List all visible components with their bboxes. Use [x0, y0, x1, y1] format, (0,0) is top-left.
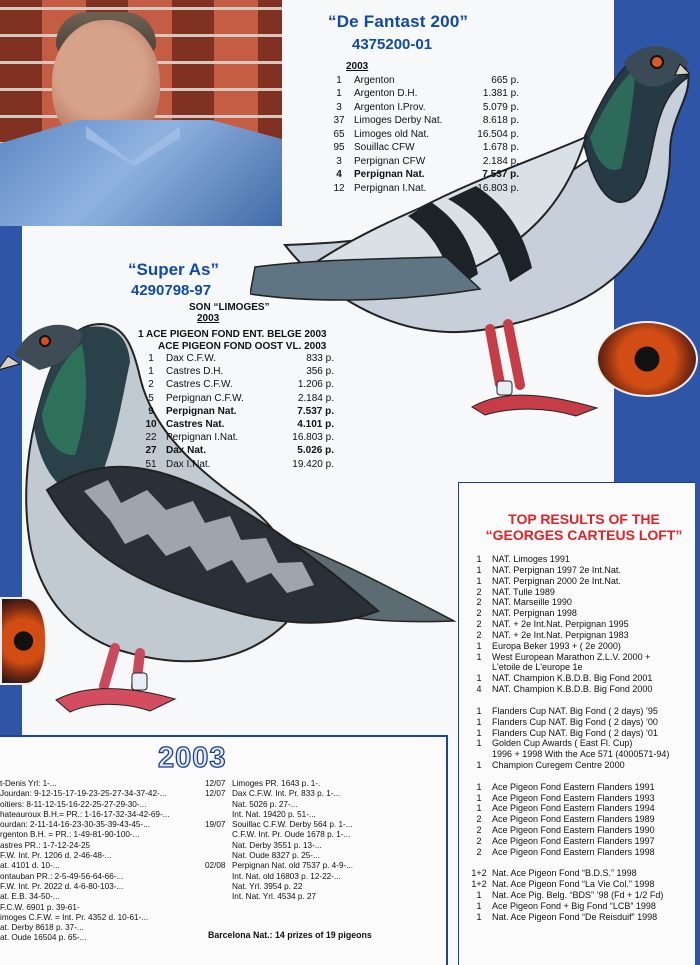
top-result-spacer	[466, 858, 690, 869]
ace-honour-1: 1 ACE PIGEON FOND ENT. BELGE 2003	[138, 329, 327, 340]
top-result-rank: 1	[476, 792, 482, 803]
result-points: 8.618 p.	[482, 115, 519, 126]
top-result-text: NAT. Limoges 1991	[492, 554, 570, 564]
pigeon-one-leg-1	[490, 324, 520, 385]
top-result-item	[466, 912, 690, 923]
season-note-line: at. Oude 16504 p. 65-...	[0, 933, 87, 943]
result-race: Castres Nat.	[166, 419, 225, 431]
result-race: Perpignan Nat.	[354, 169, 425, 180]
result-points: 16.504 p.	[477, 128, 519, 140]
result-race: Dax I.Nat.	[166, 458, 211, 470]
top-result-rank: 1	[476, 911, 482, 922]
calendar-row	[205, 892, 353, 902]
result-race: Perpignan I.Nat.	[166, 432, 239, 444]
top-result-rank: 1+2	[471, 868, 487, 879]
calendar-text: Nat. Yrl. 3954 p. 22	[232, 881, 303, 891]
result-rank: 27	[145, 445, 157, 457]
result-rank: 10	[145, 419, 157, 431]
top-result-rank: 1	[476, 738, 482, 749]
top-result-item	[466, 652, 690, 674]
result-row	[136, 405, 334, 418]
top-result-rank: 1	[476, 575, 482, 586]
top-result-item	[466, 706, 690, 717]
season-year-title: 2003	[158, 742, 227, 774]
result-row	[324, 168, 519, 182]
top-result-rank: 2	[476, 586, 482, 597]
result-race: Argenton I.Prov.	[354, 101, 426, 113]
top-result-text: NAT. Perpignan 2000 2e Int.Nat.	[492, 575, 621, 586]
calendar-row	[205, 830, 353, 840]
top-result-rank: 2	[476, 629, 482, 640]
top-result-item	[466, 814, 690, 825]
season-note-line: at. Derby 8618 p. 37-...	[0, 923, 84, 933]
son-of-label: SON “LIMOGES”	[189, 302, 270, 313]
top-results-box	[458, 482, 695, 965]
result-row	[324, 74, 519, 88]
result-rank: 3	[336, 101, 342, 113]
result-row	[136, 365, 334, 378]
result-row	[136, 352, 334, 365]
season-note-line: at. E.B. 34-50-...	[0, 892, 60, 902]
result-row	[324, 141, 519, 155]
result-points: 16.803 p.	[292, 432, 334, 444]
top-result-text: Ace Pigeon Fond + Big Fond “LCB” 1998	[492, 901, 656, 911]
result-race: Castres D.H.	[166, 366, 224, 378]
calendar-row	[205, 872, 353, 882]
top-results-list	[466, 554, 690, 923]
top-result-text: NAT. + 2e Int.Nat. Perpignan 1983	[492, 629, 629, 640]
top-result-rank: 1	[476, 760, 482, 771]
result-rank: 12	[333, 182, 345, 194]
top-result-text: NAT. Perpignan 1998	[492, 608, 577, 619]
season-note-line: astres PR.: 1-7-12-24-25	[0, 840, 91, 850]
calendar-row	[205, 800, 353, 810]
season-note-line: F.C.W. 6901 p. 39-61-	[0, 902, 80, 912]
top-result-rank: 1	[476, 781, 482, 792]
top-result-rank: 1	[476, 564, 482, 575]
calendar-row	[205, 789, 353, 799]
result-row	[136, 458, 334, 471]
top-result-text: Ace Pigeon Fond Eastern Flanders 1991	[492, 781, 655, 792]
pigeon-one-eye	[651, 56, 663, 68]
top-result-rank: 2	[476, 835, 482, 846]
calendar-row	[205, 841, 353, 851]
calendar-row	[205, 810, 353, 820]
pigeon-two-results	[136, 352, 334, 471]
calendar-row	[205, 882, 353, 892]
top-result-rank: 1	[476, 727, 482, 738]
result-points: 2.184 p.	[297, 392, 334, 404]
calendar-text: Nat. 5026 p. 27-...	[232, 799, 298, 809]
result-rank: 1	[336, 88, 342, 99]
result-race: Souillac CFW	[354, 142, 415, 153]
top-result-item	[466, 890, 690, 901]
top-result-rank: 1	[476, 803, 482, 814]
pigeon-one-foot	[472, 395, 597, 416]
season-note-line: hateauroux B.H.= PR.: 1-16-17-32-34-42-69-...	[0, 809, 170, 819]
top-result-text: Nat. Ace Pigeon Fond “De Reisduif” 1998	[492, 911, 658, 922]
result-rank: 65	[333, 128, 345, 140]
calendar-text: Dax C.F.W. Int. Pr. 833 p. 1-...	[232, 789, 341, 799]
season-note-line: ontauban PR.: 2-5-49-56-64-66-...	[0, 871, 124, 881]
season-left-results	[0, 779, 205, 944]
pigeon-two-year: 2003	[197, 313, 220, 324]
top-result-text: NAT. Perpignan 1997 2e Int.Nat.	[492, 564, 621, 575]
top-result-rank: 1	[476, 901, 482, 911]
pigeon-one-year: 2003	[346, 61, 369, 72]
top-result-rank: 1	[476, 651, 482, 662]
calendar-text: Nat. Oude 8327 p. 25-...	[232, 851, 320, 861]
season-note-line: at. 4101 d. 10-...	[0, 861, 60, 871]
top-result-rank: 2	[476, 619, 482, 630]
top-result-item	[466, 684, 690, 695]
blue-shirt	[0, 120, 282, 226]
result-race: Limoges old Nat.	[354, 128, 430, 140]
calendar-text: Souillac C.F.W. Derby 564 p. 1-...	[232, 820, 353, 830]
result-rank: 95	[333, 142, 345, 153]
calendar-date: 02/08	[205, 861, 226, 871]
result-row	[324, 114, 519, 128]
top-result-text: Flanders Cup NAT. Big Fond ( 2 days) ’95	[492, 705, 658, 716]
result-points: 2.184 p.	[482, 155, 519, 167]
top-result-rank: 1	[476, 554, 482, 564]
top-result-text: Nat. Ace Pigeon Fond “La Vie Col.” 1998	[492, 879, 655, 890]
calendar-row	[205, 820, 353, 830]
season-note-line: F.W. Int. Pr. 1206 d. 2-46-48-...	[0, 851, 112, 861]
top-result-item	[466, 641, 690, 652]
top-result-item	[466, 619, 690, 630]
top-result-text: NAT. Tulle 1989	[492, 586, 555, 597]
result-race: Dax C.F.W.	[166, 353, 217, 364]
pigeon-two-beak	[0, 356, 20, 370]
result-points: 5.079 p.	[482, 101, 519, 113]
result-race: Perpignan C.F.W.	[166, 392, 244, 404]
top-result-item	[466, 597, 690, 608]
pigeon-one-ring	[497, 381, 512, 395]
top-result-item	[466, 825, 690, 836]
calendar-date: 12/07	[205, 789, 226, 799]
top-result-rank: 1	[476, 716, 482, 727]
calendar-date: 19/07	[205, 820, 226, 830]
top-result-text: Ace Pigeon Fond Eastern Flanders 1989	[492, 814, 655, 825]
eye-closeup-right	[596, 321, 698, 397]
result-row	[324, 128, 519, 142]
top-result-item	[466, 760, 690, 771]
result-rank: 9	[148, 405, 154, 417]
top-result-item	[466, 803, 690, 814]
top-result-rank: 2	[476, 825, 482, 836]
top-result-rank: 1	[476, 640, 482, 651]
season-note-line: imoges C.F.W. = Int. Pr. 4352 d. 10-61-...	[0, 912, 149, 922]
barcelona-summary: Barcelona Nat.: 14 prizes of 19 pigeons	[208, 930, 372, 940]
top-result-item	[466, 793, 690, 804]
top-result-spacer	[466, 771, 690, 782]
ace-honour-2: ACE PIGEON FOND OOST VL. 2003	[158, 341, 327, 352]
pigeon-two-honours	[138, 329, 327, 353]
top-result-rank: 2	[476, 608, 482, 619]
pigeon-one-ring-number: 4375200-01	[352, 36, 433, 53]
result-points: 19.420 p.	[292, 458, 334, 470]
result-race: Perpignan CFW	[354, 155, 426, 167]
top-result-text: Ace Pigeon Fond Eastern Flanders 1994	[492, 803, 655, 814]
calendar-text: Limoges PR. 1643 p. 1-.	[232, 779, 321, 788]
result-race: Argenton D.H.	[354, 88, 418, 99]
top-result-text: Champion Curegem Centre 2000	[492, 760, 625, 771]
top-result-rank: 2	[476, 597, 482, 608]
season-calendar-results	[205, 779, 353, 903]
top-result-rank: 1	[476, 673, 482, 684]
top-result-text: Ace Pigeon Fond Eastern Flanders 1990	[492, 825, 655, 836]
top-result-text: NAT. + 2e Int.Nat. Perpignan 1995	[492, 619, 629, 630]
result-points: 1.381 p.	[482, 88, 519, 99]
top-result-text: NAT. Marseille 1990	[492, 597, 572, 608]
calendar-row	[205, 851, 353, 861]
season-note-line: Jourdan: 9-12-15-17-19-23-25-27-34-37-42-...	[0, 789, 167, 799]
top-result-item	[466, 868, 690, 879]
top-result-text: Nat. Ace Pig. Belg. “BDS” ’98 (Fd + 1/2 Fd)	[492, 890, 664, 901]
top-result-item	[466, 901, 690, 912]
top-result-rank: 1	[476, 705, 482, 716]
result-rank: 37	[333, 115, 345, 126]
top-result-item	[466, 608, 690, 619]
calendar-text: Perpignan Nat. old 7537 p. 4-9-...	[232, 861, 354, 871]
top-result-rank: 1	[476, 890, 482, 901]
top-result-text: NAT. Champion K.B.D.B. Big Fond 2000	[492, 684, 653, 695]
result-row	[136, 392, 334, 405]
pigeon-one-tail	[250, 257, 480, 300]
result-points: 7.537 p.	[297, 405, 334, 417]
result-race: Castres C.F.W.	[166, 379, 233, 391]
top-result-item	[466, 565, 690, 576]
top-result-text: Ace Pigeon Fond Eastern Flanders 1993	[492, 792, 655, 803]
calendar-date: 12/07	[205, 779, 226, 788]
top-result-text: Flanders Cup NAT. Big Fond ( 2 days) ’01	[492, 727, 658, 738]
season-note-line: oitiers: 8-11-12-15-16-22-25-27-29-30-...	[0, 799, 147, 809]
top-result-rank: 2	[476, 846, 482, 857]
result-row	[136, 431, 334, 444]
top-result-item	[466, 847, 690, 858]
result-points: 356 p.	[306, 366, 334, 378]
result-row	[324, 155, 519, 169]
pigeon-two-eye	[40, 336, 50, 346]
result-rank: 1	[336, 74, 342, 86]
top-result-item	[466, 879, 690, 890]
result-points: 5.026 p.	[297, 445, 334, 457]
result-row	[324, 87, 519, 101]
result-rank: 22	[145, 432, 157, 444]
result-row	[136, 418, 334, 431]
pigeon-one-results	[324, 60, 519, 195]
result-rank: 4	[336, 169, 342, 180]
top-result-item	[466, 587, 690, 598]
result-points: 833 p.	[306, 353, 334, 364]
result-race: Perpignan Nat.	[166, 405, 237, 417]
result-race: Limoges Derby Nat.	[354, 115, 443, 126]
top-result-item	[466, 782, 690, 793]
top-result-rank: 2	[476, 814, 482, 825]
top-result-text: NAT. Champion K.B.D.B. Big Fond 2001	[492, 673, 653, 684]
result-row	[324, 101, 519, 115]
result-points: 1.206 p.	[297, 379, 334, 391]
result-row	[324, 182, 519, 196]
result-rank: 5	[148, 392, 154, 404]
season-note-line: t-Denis Yrl: 1-...	[0, 779, 57, 788]
top-result-item	[466, 554, 690, 565]
pigeon-two-foot	[56, 689, 175, 712]
top-result-text: Europa Beker 1993 + ( 2e 2000)	[492, 640, 621, 651]
season-note-line: rgenton B.H. = PR.: 1-49-81-90-100-...	[0, 830, 140, 840]
season-note-line: ourdan: 2-11-14-16-23-30-35-39-43-45-...	[0, 820, 151, 830]
top-result-item	[466, 673, 690, 684]
top-result-item	[466, 576, 690, 587]
top-result-item	[466, 728, 690, 739]
pigeon-one-name: “De Fantast 200”	[328, 12, 469, 31]
top-result-rank: 1+2	[471, 879, 487, 890]
owner-photo	[0, 0, 282, 226]
calendar-text: Int. Nat. 19420 p. 51-...	[232, 809, 316, 819]
result-points: 665 p.	[491, 74, 519, 86]
top-result-text: Golden Cup Awards ( East Fl. Cup) 1996 + 1998 With the Ace 571 (4000571-94)	[492, 738, 670, 760]
result-race: Argenton	[354, 74, 395, 86]
calendar-row	[205, 861, 353, 871]
pigeon-two-parentage	[189, 302, 270, 324]
top-result-item	[466, 738, 690, 760]
eye-closeup-left	[0, 597, 47, 685]
pigeon-two-name: “Super As”	[128, 260, 220, 279]
result-rank: 2	[148, 379, 154, 391]
top-result-text: Ace Pigeon Fond Eastern Flanders 1997	[492, 835, 655, 846]
result-row	[136, 378, 334, 391]
top-result-text: Flanders Cup NAT. Big Fond ( 2 days) ’00	[492, 716, 658, 727]
result-points: 1.678 p.	[482, 142, 519, 153]
result-rank: 1	[148, 366, 154, 378]
top-result-item	[466, 717, 690, 728]
result-race: Perpignan I.Nat.	[354, 182, 427, 194]
top-result-item	[466, 836, 690, 847]
result-row	[136, 444, 334, 457]
result-rank: 51	[145, 458, 157, 470]
top-result-rank: 4	[476, 684, 482, 695]
top-result-text: Ace Pigeon Fond Eastern Flanders 1998	[492, 846, 655, 857]
calendar-text: C.F.W. Int. Pr. Oude 1678 p. 1-...	[232, 830, 351, 840]
top-results-title: TOP RESULTS OF THE “GEORGES CARTEUS LOFT”	[485, 511, 683, 543]
result-rank: 1	[148, 353, 154, 364]
season-note-line: F.W. Int. Pr. 2022 d. 4-6-80-103-...	[0, 881, 124, 891]
calendar-row	[205, 779, 353, 789]
pigeon-two-ring-number: 4290798-97	[131, 282, 212, 299]
result-points: 16.803 p.	[477, 182, 519, 194]
result-points: 4.101 p.	[297, 419, 334, 431]
season-2003-box	[0, 735, 448, 965]
result-race: Dax Nat.	[166, 445, 207, 457]
pigeon-two-ring	[132, 673, 147, 690]
calendar-text: Int. Nat. old 16803 p. 12-22-...	[232, 871, 341, 881]
result-rank: 3	[336, 155, 342, 167]
calendar-text: Nat. Derby 3551 p. 13-...	[232, 840, 322, 850]
top-result-spacer	[466, 695, 690, 706]
calendar-text: Int. Nat. Yrl. 4534 p. 27	[232, 892, 317, 902]
top-result-text: West European Marathon Z.L.V. 2000 + L'etoile de L'europe 1e	[492, 651, 651, 673]
result-points: 7.537 p.	[482, 169, 519, 180]
top-result-text: Nat. Ace Pigeon Fond “B.D.S.” 1998	[492, 868, 637, 879]
top-result-item	[466, 630, 690, 641]
